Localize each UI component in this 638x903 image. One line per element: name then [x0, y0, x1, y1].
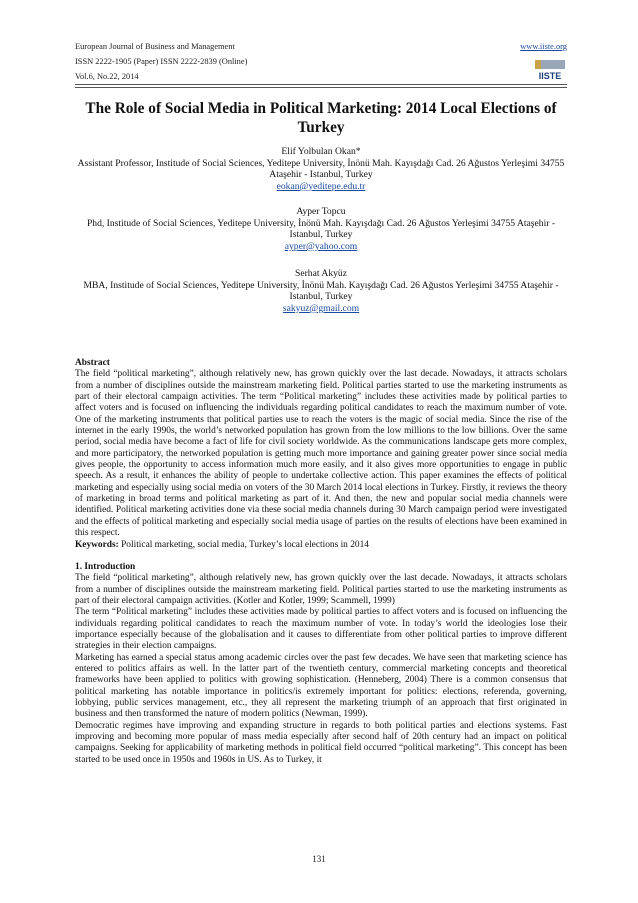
abstract-text: The field “political marketing”, although relatively new, has grown quickly over the last decade. Nowadays, it attracts scholars from a number of disciplines outside the mainstream marketing field. Political parties started to use the marketing instruments as part of their electoral campaign activities. The term “Political marketing” includes these activities made by political parties to affect voters and is focused on influencing the individuals regarding political candidates to reach the maximum number of vote. One of the marketing instruments that political parties use to reach the voters is the magic of social media. Since the rise of the internet in the early 1990s, the world’s networked population has grown from the low millions to the low billions. Over the same period, social media have become a fact of life for civil society worldwide. As the communications landscape gets more complex, and more participatory, the networked population is getting much more importance and gaining greater power since social media gives people, the opportunity to access information much more easily, and it also gives more opportunities to engage in public speech. As a result, it enhances the ability of people to undertake collective action. This paper examines the effects of political marketing and especially using social media on voters of the 30 March 2014 local elections in Turkey. Firstly, it reviews the theory of marketing in broad terms and political marketing as part of it. And then, the new and popular social media channels were identified. Political marketing activities done via these social media channels during 30 March campaign period were investigated and the effects of political marketing and especially social media usage of parties on the results of elections have been examined in this respect. [75, 369, 567, 539]
header-rule-top [75, 84, 567, 85]
author-affiliation: Phd, Institude of Social Sciences, Yeditepe University, İnönü Mah. Kayışdağı Cad. 26 Ağustos Yerleşimi 34755 Ataşehir - Istanbul, Turkey [86, 217, 556, 241]
header-rule-bottom [75, 87, 567, 88]
abstract-heading: Abstract [75, 358, 110, 368]
logo-text: IISTE [538, 71, 562, 81]
intro-paragraph: Marketing has earned a special status among academic circles over the past few decades. We have seen that marketing science has entered to politics affairs as well. In the latter part of the twentieth century, commercial marketing concepts and theoretical frameworks have been applied to politics with growing sophistication. (Henneberg, 2004) There is a common consensus that political marketing has notable importance in politics/is extremely important for politics: elections, referenda, governing, lobbying, public services management, etc., they all represent the marketing triumph of an approach that first originated in business and then transformed the nature of modern politics (Newman, 1999). [75, 652, 567, 720]
keywords-text: Political marketing, social media, Turkey’s local elections in 2014 [121, 539, 369, 550]
author-block-1 [70, 146, 572, 192]
author-block-2 [70, 206, 572, 252]
keywords-label: Keywords: [75, 539, 119, 550]
iiste-logo [533, 59, 567, 81]
intro-paragraph: The term “Political marketing” includes these activities made by political parties to affect voters and is focused on influencing the individuals regarding political candidates to reach the maximum number of vote. In today’s world the ideologies lose their importance especially because of the globalisation and it causes to differentiate from other political parties to improve different strategies in their election campaigns. [75, 607, 567, 652]
paper-title: The Role of Social Media in Political Marketing: 2014 Local Elections of Turkey [85, 100, 557, 136]
paper-body [75, 358, 567, 766]
author-block-3 [70, 268, 572, 314]
issn-line: ISSN 2222-1905 (Paper) ISSN 2222-2839 (Online) [75, 57, 248, 66]
intro-paragraph: The field “political marketing”, although relatively new, has grown quickly over the last decade. Nowadays, it attracts scholars from a number of disciplines outside the mainstream marketing field. Political parties started to use the marketing instruments as part of their electoral campaign activities. (Kotler and Kotler, 1999; Scammell, 1999) [75, 573, 567, 606]
intro-paragraph: Democratic regimes have improving and expanding structure in regards to both political parties and elections systems. Fast improving and becoming more popular of mass media especially after second half of 20th century had an impact on political campaigns. Seeking for applicability of marketing methods in political field occurred “political marketing”. This concept has been started to be used once in 1950s and 1960s in US. As to Turkey, it [75, 720, 567, 765]
logo-accent-icon [535, 60, 541, 69]
introduction-heading: 1. Introduction [75, 561, 136, 572]
page-number: 131 [312, 854, 326, 864]
keywords-line [75, 540, 567, 551]
author-name: Ayper Topcu [296, 206, 346, 217]
author-affiliation: MBA, Institude of Social Sciences, Yeditepe University, İnönü Mah. Kayışdağı Cad. 26 Ağustos Yerleşimi 34755 Ataşehir - Istanbul, Turkey [83, 279, 559, 303]
volume-line: Vol.6, No.22, 2014 [75, 72, 139, 81]
author-affiliation: Assistant Professor, Institude of Social Sciences, Yeditepe University, İnönü Mah. Kayışdağı Cad. 26 Ağustos Yerleşimi 34755 Ataşehir - Istanbul, Turkey [77, 157, 565, 181]
journal-name: European Journal of Business and Management [75, 42, 235, 51]
author-name: Serhat Akyüz [295, 268, 347, 279]
author-email-link[interactable]: sakyuz@gmail.com [282, 302, 360, 314]
author-email-link[interactable]: eokan@yeditepe.edu.tr [276, 180, 366, 192]
author-email-link[interactable]: ayper@yahoo.com [284, 240, 358, 252]
journal-url-link[interactable]: www.iiste.org [520, 42, 567, 51]
author-name: Elif Yolbulan Okan* [281, 146, 361, 157]
